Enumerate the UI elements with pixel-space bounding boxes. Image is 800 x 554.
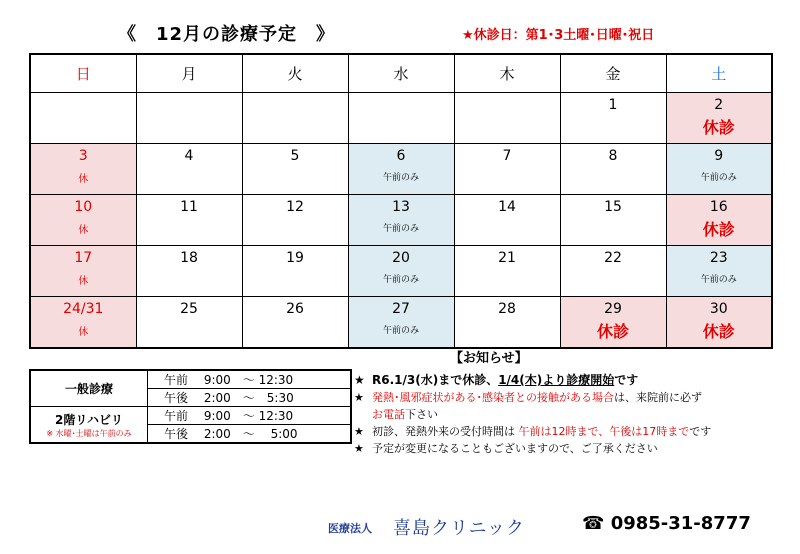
calendar-day-cell [30, 195, 136, 246]
notice-1-text-a: R6.1/3(水)まで休診、 [372, 373, 499, 387]
page-title: 《 12月の診療予定 》 [118, 24, 336, 45]
day-note: 午前のみ [382, 275, 419, 285]
day-number: 15 [604, 199, 622, 215]
notice-item-1 [354, 372, 794, 389]
calendar-day-cell [666, 144, 772, 195]
rehab-label-cell [30, 407, 148, 444]
calendar-day-cell [242, 144, 348, 195]
day-note: 休診 [702, 118, 735, 137]
day-number: 27 [392, 301, 410, 317]
day-note: 休診 [596, 322, 629, 341]
rehab-label: 2階リハビリ [55, 412, 123, 427]
day-number: 24/31 [63, 301, 104, 317]
notice-1-text-c: です [614, 373, 639, 387]
day-number: 30 [709, 301, 728, 317]
calendar-day-cell [454, 195, 560, 246]
calendar-day-cell [242, 195, 348, 246]
day-note: 休診 [702, 220, 735, 239]
calendar-day-cell [560, 144, 666, 195]
day-number: 25 [180, 301, 198, 317]
day-number: 21 [498, 250, 516, 266]
calendar-day-cell [454, 93, 560, 144]
rehab-am: 午前 9:00 ～ 12:30 [148, 407, 352, 425]
day-number: 17 [74, 250, 93, 266]
calendar-day-cell [242, 93, 348, 144]
hours-table [29, 369, 352, 444]
weekday-mon: 月 [136, 54, 242, 93]
day-number: 4 [184, 148, 194, 164]
day-note: 休 [78, 276, 89, 287]
day-number: 10 [74, 199, 93, 215]
holiday-note: ★休診日：第1･3土曜･日曜･祝日 [462, 28, 655, 43]
footer-clinic-name: 喜島クリニック [393, 518, 525, 539]
day-number: 16 [709, 199, 728, 215]
calendar-day-cell [242, 246, 348, 297]
calendar-day-cell [30, 297, 136, 349]
notice-2-text-d: 下さい [405, 408, 438, 421]
calendar-day-cell [136, 144, 242, 195]
weekday-thu: 木 [454, 54, 560, 93]
star-icon: ★ [354, 442, 364, 455]
weekday-wed: 水 [348, 54, 454, 93]
calendar-day-cell [560, 246, 666, 297]
calendar-day-cell [30, 93, 136, 144]
notice-item-2 [354, 389, 794, 423]
calendar-day-cell [560, 93, 666, 144]
calendar-day-cell [348, 144, 454, 195]
day-note: 休 [78, 174, 89, 185]
notices-list [354, 372, 794, 457]
notice-1-text-b: 1/4(木)より診療開始 [498, 373, 615, 387]
day-number: 7 [502, 148, 512, 164]
calendar-day-cell [666, 93, 772, 144]
calendar-day-cell [242, 297, 348, 349]
calendar-day-cell [136, 297, 242, 349]
day-number: 28 [498, 301, 516, 317]
notice-4-text: 予定が変更になることもございますので、ご了承ください [372, 442, 658, 455]
day-number: 14 [498, 199, 516, 215]
calendar-week-row [30, 144, 772, 195]
rehab-sub-note: ※ 水曜･土曜は午前のみ [46, 428, 132, 438]
calendar-day-cell [136, 93, 242, 144]
calendar-day-cell [666, 195, 772, 246]
notice-3-text-b: 午前は12時まで、午後は17時まで [518, 425, 690, 438]
calendar-day-cell [666, 297, 772, 349]
day-number: 8 [608, 148, 618, 164]
day-number: 6 [396, 148, 406, 164]
calendar-week-row [30, 297, 772, 349]
calendar-day-cell [348, 195, 454, 246]
notice-3-text-c: です [689, 425, 712, 438]
calendar-week-row [30, 195, 772, 246]
star-icon: ★ [354, 373, 365, 387]
star-icon: ★ [354, 391, 364, 404]
day-note: 休診 [702, 322, 735, 341]
day-number: 3 [78, 148, 88, 164]
notice-title: 【お知らせ】 [450, 351, 528, 366]
calendar-day-cell [454, 297, 560, 349]
notice-3-text-a: 初診、発熱外来の受付時間は [372, 425, 519, 438]
calendar-table [29, 53, 773, 349]
notice-2-text-b: は、来院前に必ず [614, 391, 702, 404]
day-number: 22 [604, 250, 622, 266]
footer-org-type: 医療法人 [328, 522, 372, 535]
day-number: 12 [286, 199, 304, 215]
general-label: 一般診療 [30, 370, 148, 407]
weekday-header-row [30, 54, 772, 93]
day-number: 9 [714, 148, 724, 164]
weekday-sun: 日 [30, 54, 136, 93]
day-note: 午前のみ [700, 275, 737, 285]
day-number: 20 [392, 250, 410, 266]
notice-item-3 [354, 423, 794, 440]
day-note: 午前のみ [700, 173, 737, 183]
calendar-day-cell [136, 246, 242, 297]
calendar-day-cell [30, 246, 136, 297]
weekday-tue: 火 [242, 54, 348, 93]
day-note: 午前のみ [382, 224, 419, 234]
day-number: 23 [709, 250, 728, 266]
day-number: 5 [290, 148, 300, 164]
general-am: 午前 9:00 ～ 12:30 [148, 370, 352, 389]
calendar-week-row [30, 246, 772, 297]
calendar-day-cell [348, 246, 454, 297]
day-note: 午前のみ [382, 173, 419, 183]
day-number: 18 [180, 250, 198, 266]
day-number: 19 [286, 250, 304, 266]
notice-item-4 [354, 440, 794, 457]
rehab-pm: 午後 2:00 ～ 5:00 [148, 425, 352, 444]
calendar-week-row [30, 93, 772, 144]
calendar-day-cell [136, 195, 242, 246]
day-number: 29 [604, 301, 622, 317]
day-number: 11 [180, 199, 198, 215]
weekday-fri: 金 [560, 54, 666, 93]
star-icon: ★ [354, 425, 364, 438]
calendar-day-cell [454, 246, 560, 297]
calendar-day-cell [348, 93, 454, 144]
calendar-day-cell [666, 246, 772, 297]
day-number: 1 [608, 97, 618, 113]
day-number: 13 [392, 199, 410, 215]
calendar-day-cell [560, 195, 666, 246]
calendar-day-cell [560, 297, 666, 349]
notice-2-text-a: 発熱･風邪症状がある･感染者との接触がある場合 [372, 391, 614, 404]
general-pm: 午後 2:00 ～ 5:30 [148, 389, 352, 407]
day-number: 26 [286, 301, 304, 317]
weekday-sat: 土 [666, 54, 772, 93]
day-number: 2 [714, 97, 724, 113]
footer-phone: ☎ 0985-31-8777 [582, 513, 751, 534]
calendar-day-cell [348, 297, 454, 349]
calendar-day-cell [454, 144, 560, 195]
calendar-day-cell [30, 144, 136, 195]
day-note: 午前のみ [382, 326, 419, 336]
day-note: 休 [78, 225, 89, 236]
day-note: 休 [78, 327, 89, 338]
notice-2-text-c: お電話 [372, 408, 405, 421]
